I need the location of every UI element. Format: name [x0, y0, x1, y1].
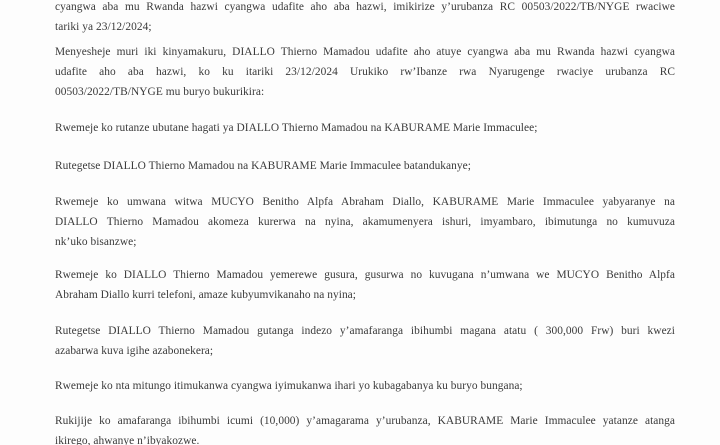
paragraph-8 — [55, 376, 675, 396]
text-line: Menyesheje muri iki kinyamakuru, DIALLO Thierno Mamadou udafite aho atuye cyangwa aba mu Rwanda hazwi cyangwa — [55, 46, 675, 58]
text-line: udafite aho aba hazwi, ko ku itariki 23/12/2024 Urukiko rw’Ibanze rwa Nyarugenge rwaciye urubanza RC — [55, 66, 675, 78]
text-line: Rwemeje ko nta mitungo itimukanwa cyangwa iyimukanwa ihari yo kubagabanya ku buryo bungana; — [55, 380, 523, 392]
text-line: Rwemeje ko rutanze ubutane hagati ya DIALLO Thierno Mamadou na KABURAME Marie Immaculee; — [55, 122, 538, 134]
text-line: ikirego, ahwanye n’ibyakozwe. — [55, 435, 200, 445]
text-line: Rutegetse DIALLO Thierno Mamadou na KABURAME Marie Immaculee batandukanye; — [55, 160, 471, 172]
text-line: tariki ya 23/12/2024; — [55, 21, 152, 33]
text-line: 00503/2022/TB/NYGE mu buryo bukurikira: — [55, 86, 265, 98]
text-line: Abraham Diallo kurri telefoni, amaze kubyumvikanaho na nyina; — [55, 289, 357, 301]
paragraph-6 — [55, 265, 675, 305]
paragraph-1 — [55, 0, 675, 37]
text-line: DIALLO Thierno Mamadou akomeza kurerwa na nyina, akamumenyera ishuri, imyambaro, ibimutunga no kumuvuza — [55, 216, 675, 228]
text-line: nk’uko bisanzwe; — [55, 236, 137, 248]
text-line: cyangwa aba mu Rwanda hazwi cyangwa udafite aho aba hazwi, imikirize y’urubanza RC 00503/2022/TB/NYGE rwaciwe — [55, 1, 675, 13]
paragraph-4 — [55, 156, 675, 176]
paragraph-5 — [55, 192, 675, 252]
text-line: Rutegetse DIALLO Thierno Mamadou gutanga indezo y’amafaranga ibihumbi magana atatu ( 300,000 Frw) buri kwezi — [55, 325, 675, 337]
paragraph-9 — [55, 411, 675, 445]
text-line: Rwemeje ko umwana witwa MUCYO Benitho Alpfa Abraham Diallo, KABURAME Marie Immaculee yabyaranye na — [55, 196, 675, 208]
paragraph-3 — [55, 118, 675, 138]
text-line: Rwemeje ko DIALLO Thierno Mamadou yemerewe gusura, gusurwa no kuvugana n’umwana we MUCYO Benitho Alpfa — [55, 269, 675, 281]
paragraph-7 — [55, 321, 675, 361]
paragraph-2 — [55, 42, 675, 102]
text-line: Rukijije ko amafaranga ibihumbi icumi (10,000) y’amagarama y’urubanza, KABURAME Marie Immaculee yatanze atanga — [55, 415, 675, 427]
text-line: azabarwa kuva igihe azabonekera; — [55, 345, 214, 357]
